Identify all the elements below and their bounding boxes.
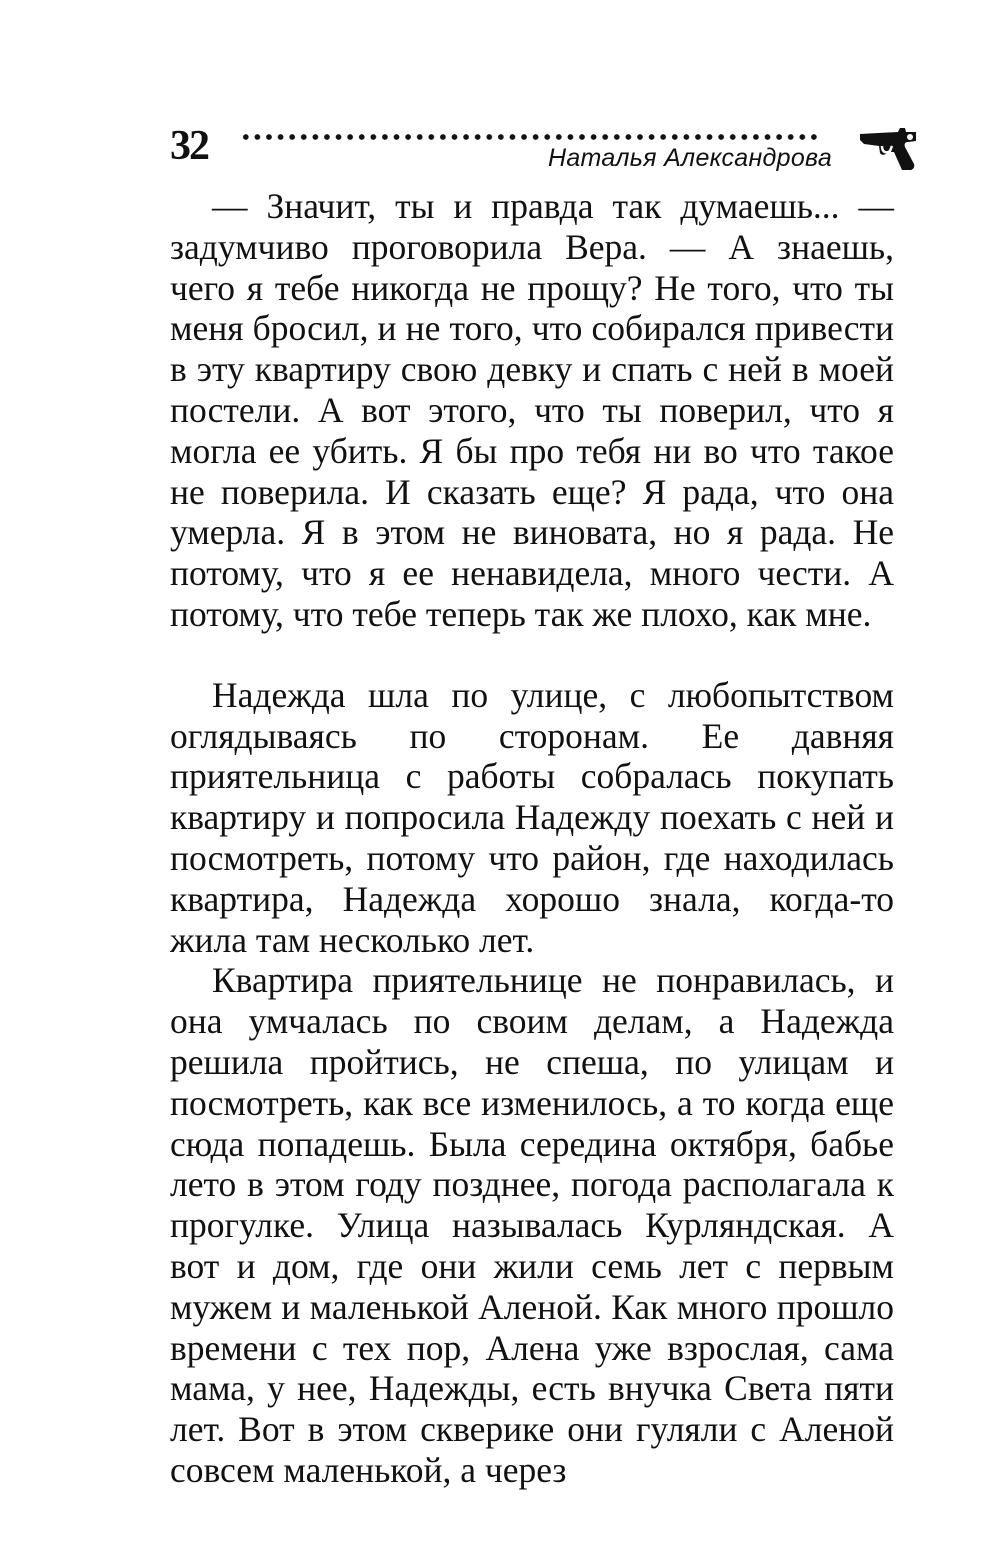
page-number: 32 (170, 123, 208, 169)
dotted-rule (240, 132, 818, 142)
paragraph: Надежда шла по улице, с любопытством оглядываясь по сторонам. Ее давняя приятельница с работы собралась покупать квартиру и попросила Надежду поехать с ней и посмотреть, потому что район, где находилась квартира, Надежда хорошо знала, когда-то жила там несколько лет. (170, 674, 894, 960)
body-text (170, 186, 894, 1491)
paragraph: Квартира приятельнице не понравилась, и она умчалась по своим делам, а Надежда решила пройтись, не спеша, по улицам и посмотреть, как все изменилось, а то когда еще сюда попадешь. Была середина октября, бабье лето в этом году позднее, погода располагала к прогулке. Улица называлась Курляндская. А вот и дом, где они жили семь лет с первым мужем и маленькой Аленой. Как много прошло времени с тех пор, Алена уже взрослая, сама мама, у нее, Надежды, есть внучка Света пяти лет. Вот в этом скверике они гуляли с Аленой совсем маленькой, а через (170, 960, 894, 1490)
running-header (170, 118, 930, 178)
author-name: Наталья Александрова (548, 144, 833, 172)
paragraph: — Значит, ты и правда так думаешь... — задумчиво проговорила Вера. — А знаешь, чего я тебе никогда не прощу? Не того, что ты меня бросил, и не того, что собирался привести в эту квартиру свою девку и спать с ней в моей постели. А вот этого, что ты поверил, что я могла ее убить. Я бы про тебя ни во что такое не поверила. И сказать еще? Я рада, что она умерла. Я в этом не виновата, но я рада. Не потому, что я ее ненавидела, много чести. А потому, что тебе теперь так же плохо, как мне. (170, 186, 894, 634)
gun-icon (858, 126, 920, 172)
